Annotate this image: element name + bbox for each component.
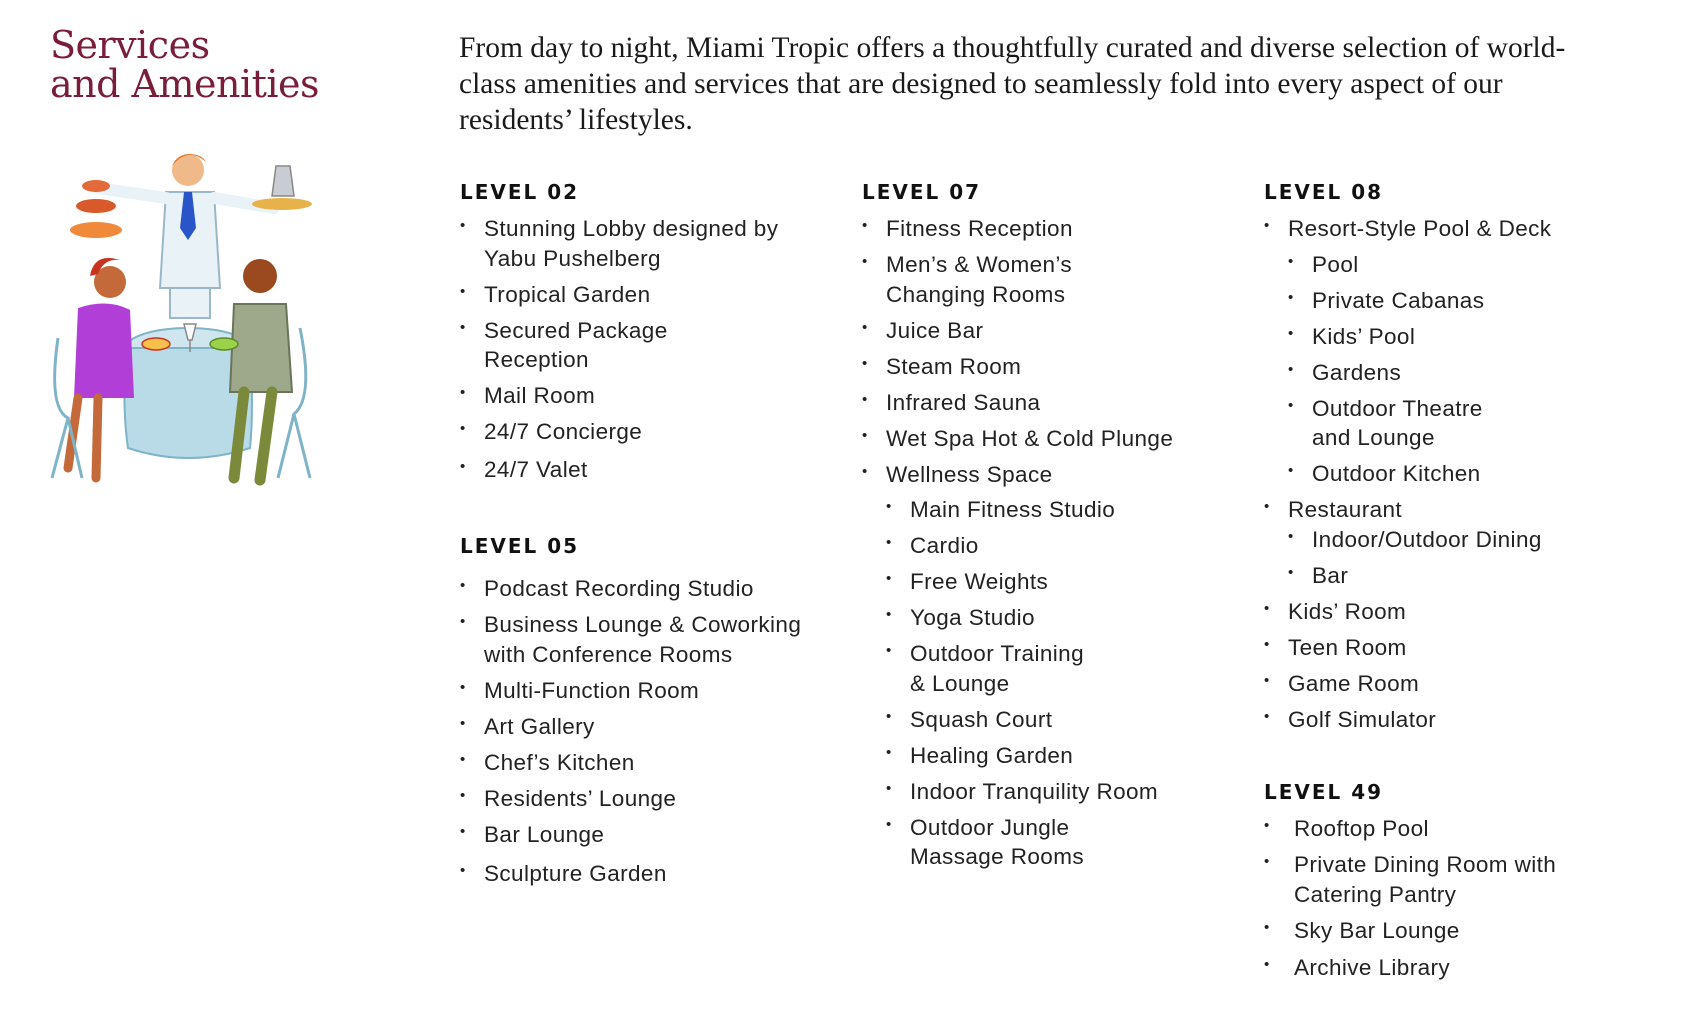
- tray: [252, 198, 312, 210]
- list-item: • Kids’ Pool: [1288, 322, 1664, 352]
- list-item: • Teen Room: [1264, 633, 1664, 663]
- cake-tier-mid: [76, 199, 116, 213]
- level-49-list: [1264, 814, 1664, 983]
- coffee-pot: [272, 166, 294, 196]
- list-item: • Residents’ Lounge: [460, 784, 850, 814]
- level-05-list: [460, 574, 850, 889]
- level-08-list: [1264, 214, 1664, 244]
- list-item: • Rooftop Pool: [1264, 814, 1664, 844]
- list-item: • 24/7 Valet: [460, 455, 850, 485]
- intro-paragraph: From day to night, Miami Tropic offers a thoughtfully curated and diverse selection of world-class amenities and services that are designed to seamlessly fold into every aspect of our residents’ lifestyles.: [459, 32, 1566, 136]
- list-item: • Cardio: [886, 531, 1252, 561]
- waiter-head: [172, 154, 204, 186]
- column-1: [460, 180, 850, 886]
- list-item: • Indoor/Outdoor Dining: [1288, 525, 1664, 555]
- level-08-title: LEVEL 08: [1264, 180, 1384, 204]
- list-item: • Golf Simulator: [1264, 705, 1664, 735]
- level-07-list: [862, 214, 1252, 489]
- list-item: • Main Fitness Studio: [886, 495, 1252, 525]
- list-item: • Free Weights: [886, 567, 1252, 597]
- list-item: • Healing Garden: [886, 741, 1252, 771]
- level-49-title: LEVEL 49: [1264, 780, 1384, 804]
- list-item: • Infrared Sauna: [862, 388, 1252, 418]
- list-item: • Outdoor Training & Lounge: [886, 639, 1100, 698]
- list-item: • Podcast Recording Studio: [460, 574, 850, 604]
- list-item: • Private Cabanas: [1288, 286, 1664, 316]
- level-02-list: [460, 214, 850, 484]
- column-2: [862, 180, 1252, 878]
- list-item: • Wellness Space: [862, 460, 1252, 490]
- wellness-sub-list: [886, 495, 1252, 872]
- list-item: • Pool: [1288, 250, 1664, 280]
- level-02-title: LEVEL 02: [460, 180, 580, 204]
- list-item: • Archive Library: [1264, 953, 1664, 983]
- list-item: • Sculpture Garden: [460, 859, 850, 889]
- list-item: • Art Gallery: [460, 712, 850, 742]
- list-item: • Sky Bar Lounge: [1264, 916, 1664, 946]
- list-item: • Fitness Reception: [862, 214, 1252, 244]
- restaurant-sub-list: [1288, 525, 1664, 591]
- list-item: • Kids’ Room: [1264, 597, 1664, 627]
- list-item: • Business Lounge & Coworking with Conference Rooms: [460, 610, 829, 669]
- woman-dress: [74, 303, 134, 398]
- list-item: • Steam Room: [862, 352, 1252, 382]
- list-item: • Bar Lounge: [460, 820, 850, 850]
- level-05-block: [460, 534, 850, 895]
- section-heading: [50, 23, 320, 106]
- list-item: • Outdoor Kitchen: [1288, 459, 1664, 489]
- man-head: [243, 259, 277, 293]
- list-item: • Stunning Lobby designed by Yabu Pushelberg: [460, 214, 784, 273]
- list-item: • Bar: [1288, 561, 1664, 591]
- waiter-arm-left: [98, 188, 166, 198]
- waiter-legs: [170, 288, 210, 318]
- plate-right: [210, 338, 238, 350]
- list-item: • Multi-Function Room: [460, 676, 850, 706]
- level-07-title: LEVEL 07: [862, 180, 982, 204]
- list-item: • Restaurant: [1264, 495, 1664, 525]
- list-item: • Men’s & Women’s Changing Rooms: [862, 250, 1101, 309]
- cake-tier-top: [82, 180, 110, 192]
- list-item: • Squash Court: [886, 705, 1252, 735]
- list-item: • 24/7 Concierge: [460, 417, 850, 447]
- heading-line-2: and Amenities: [50, 62, 320, 106]
- level-08-restaurant-list: [1264, 495, 1664, 525]
- column-3: [1264, 180, 1664, 980]
- list-item: • Tropical Garden: [460, 280, 850, 310]
- list-item: • Secured Package Reception: [460, 316, 704, 375]
- list-item: • Mail Room: [460, 381, 850, 411]
- dining-scene-illustration: [38, 148, 348, 538]
- list-item: • Resort-Style Pool & Deck: [1264, 214, 1664, 244]
- list-item: • Outdoor Theatre and Lounge: [1288, 394, 1512, 453]
- man-jacket: [230, 304, 292, 392]
- level-05-title: LEVEL 05: [460, 534, 580, 558]
- plate-left: [142, 338, 170, 350]
- level-49-block: [1264, 780, 1664, 989]
- level-08-rest-list: [1264, 597, 1664, 735]
- pool-sub-list: [1288, 250, 1664, 489]
- list-item: • Chef’s Kitchen: [460, 748, 850, 778]
- list-item: • Gardens: [1288, 358, 1664, 388]
- list-item: • Private Dining Room with Catering Pantry: [1264, 850, 1594, 909]
- list-item: • Game Room: [1264, 669, 1664, 699]
- heading-line-1: Services: [50, 23, 210, 67]
- list-item: • Indoor Tranquility Room: [886, 777, 1252, 807]
- list-item: • Juice Bar: [862, 316, 1252, 346]
- man-legs: [234, 392, 272, 480]
- list-item: • Yoga Studio: [886, 603, 1252, 633]
- list-item: • Outdoor Jungle Massage Rooms: [886, 813, 1110, 872]
- list-item: • Wet Spa Hot & Cold Plunge: [862, 424, 1252, 454]
- cake-tier-bottom: [70, 222, 122, 238]
